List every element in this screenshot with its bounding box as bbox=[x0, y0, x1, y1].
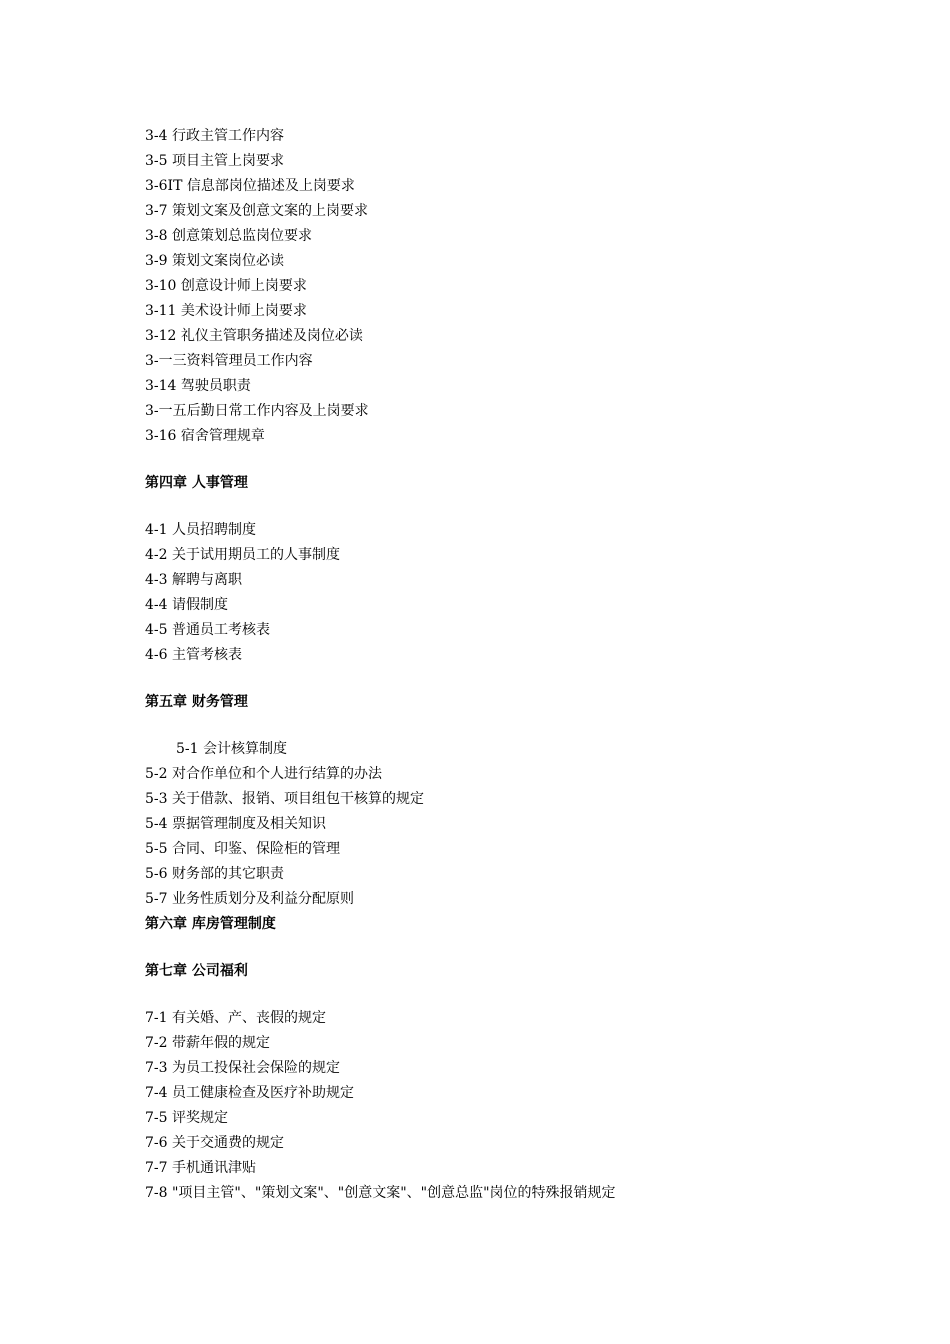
list-item: 7-7 手机通讯津贴 bbox=[145, 1160, 256, 1176]
list-item: 3-14 驾驶员职责 bbox=[145, 378, 251, 394]
list-item: 3-10 创意设计师上岗要求 bbox=[145, 278, 307, 294]
list-item: 3-一三资料管理员工作内容 bbox=[145, 353, 313, 369]
list-item: 5-3 关于借款、报销、项目组包干核算的规定 bbox=[145, 791, 424, 807]
list-item: 5-5 合同、印鉴、保险柜的管理 bbox=[145, 841, 340, 857]
list-item: 7-6 关于交通费的规定 bbox=[145, 1135, 284, 1151]
section-chapter-3 bbox=[145, 124, 845, 449]
list-item: 3-5 项目主管上岗要求 bbox=[145, 153, 284, 169]
section-chapter-7 bbox=[145, 959, 845, 1206]
list-item: 4-4 请假制度 bbox=[145, 597, 228, 613]
list-item: 3-16 宿舍管理规章 bbox=[145, 428, 265, 444]
list-item: 3-8 创意策划总监岗位要求 bbox=[145, 228, 312, 244]
chapter-heading: 第四章 人事管理 bbox=[145, 475, 248, 491]
list-item: 3-一五后勤日常工作内容及上岗要求 bbox=[145, 403, 369, 419]
list-item: 4-1 人员招聘制度 bbox=[145, 522, 256, 538]
list-item: 3-11 美术设计师上岗要求 bbox=[145, 303, 307, 319]
list-item: 7-5 评奖规定 bbox=[145, 1110, 228, 1126]
list-item: 4-2 关于试用期员工的人事制度 bbox=[145, 547, 340, 563]
list-item: 4-5 普通员工考核表 bbox=[145, 622, 270, 638]
list-item: 7-2 带薪年假的规定 bbox=[145, 1035, 270, 1051]
list-item: 3-4 行政主管工作内容 bbox=[145, 128, 284, 144]
list-item: 3-6IT 信息部岗位描述及上岗要求 bbox=[145, 178, 355, 194]
list-item: 5-1 会计核算制度 bbox=[176, 741, 287, 757]
chapter-heading: 第七章 公司福利 bbox=[145, 963, 248, 979]
chapter-heading: 第六章 库房管理制度 bbox=[145, 916, 276, 932]
list-item: 7-8 "项目主管"、"策划文案"、"创意文案"、"创意总监"岗位的特殊报销规定 bbox=[145, 1185, 616, 1201]
section-chapter-4 bbox=[145, 471, 845, 668]
list-item: 5-4 票据管理制度及相关知识 bbox=[145, 816, 326, 832]
list-item: 3-12 礼仪主管职务描述及岗位必读 bbox=[145, 328, 363, 344]
list-item: 3-7 策划文案及创意文案的上岗要求 bbox=[145, 203, 368, 219]
list-item: 7-4 员工健康检查及医疗补助规定 bbox=[145, 1085, 354, 1101]
document-page bbox=[145, 124, 845, 1206]
list-item: 4-6 主管考核表 bbox=[145, 647, 242, 663]
list-item: 7-3 为员工投保社会保险的规定 bbox=[145, 1060, 340, 1076]
list-item: 5-2 对合作单位和个人进行结算的办法 bbox=[145, 766, 382, 782]
section-chapter-6 bbox=[145, 912, 845, 937]
chapter-heading: 第五章 财务管理 bbox=[145, 694, 248, 710]
list-item: 4-3 解聘与离职 bbox=[145, 572, 242, 588]
list-item: 3-9 策划文案岗位必读 bbox=[145, 253, 284, 269]
section-chapter-5 bbox=[145, 690, 845, 912]
list-item: 5-7 业务性质划分及利益分配原则 bbox=[145, 891, 354, 907]
list-item: 5-6 财务部的其它职责 bbox=[145, 866, 284, 882]
list-item: 7-1 有关婚、产、丧假的规定 bbox=[145, 1010, 326, 1026]
